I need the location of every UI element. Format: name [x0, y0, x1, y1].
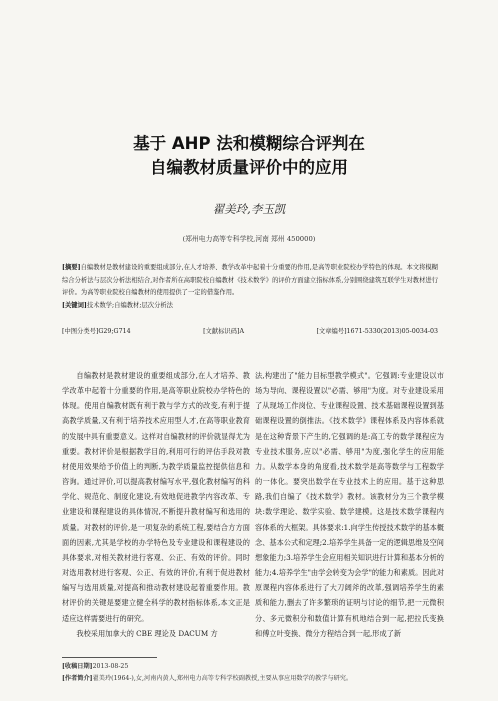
- body-paragraph: 自编教材是教材建设的重要组成部分,在人才培养、教学改革中起着十分重要的作用,是高等职业院校办学特色的体现。使用自编教材既有利于教与学方式的改变,有利于提高教学质量,又有利于培养技术应用型人才,在高等职业教育的发展中具有重要意义。这样对自编教材的评价就显得尤为重要。教材评价是根据教学目的,利用可行的评估手段对教材使用效果给予价值上的判断,为教学质量监控提供信息和咨询。通过评价,可以提高教材编写水平,强化教材编写的科学化、规范化、制度化建设,有效地促进教学内容改革、专业建设和课程建设的具体情况,不断提升教材编写和选用的质量。对教材的评价,是一项复杂的系统工程,要结合方方面面的因素,尤其是学校的办学特色及专业建设和课程建设的具体要求,对相关教材进行客观、公正、有效的评价。同时对选用教材进行客观、公正、有效的评价,有利于促进教材编写与选用质量,对提高和推动教材建设起着重要作用。教材评价的关键是要建立健全科学的教材指标体系,本文正是适应这样需要进行的研究。: [62, 371, 250, 623]
- author-bio: [62, 673, 447, 685]
- body-right-column: [255, 368, 444, 641]
- clc-number: [中图分类号]G29;G714: [62, 328, 131, 335]
- abstract: [62, 262, 438, 312]
- authors: 翟美玲,李玉凯: [212, 202, 286, 216]
- body-paragraph: 我校采用加拿大的 CBE 理论及 DACUM 方: [76, 628, 218, 638]
- received-value: 2013-08-25: [92, 663, 129, 670]
- footnotes: [62, 661, 447, 685]
- keywords-text: 技术数学;自编教材;层次分析法: [86, 301, 173, 309]
- received-label: [收稿日期]: [62, 663, 93, 670]
- document-code: [文献标识码]A: [203, 328, 245, 335]
- article-number: [文章编号]1671-5330(2013)05-0034-03: [316, 328, 438, 335]
- received-date: [62, 661, 447, 673]
- classification-row: [62, 326, 438, 338]
- paper-title: [0, 132, 498, 180]
- abstract-label: [摘要]: [62, 264, 81, 271]
- author-bio-label: [作者简介]: [62, 675, 93, 682]
- body-left-column: [62, 368, 250, 641]
- abstract-text: 自编教材是教材建设的重要组成部分,在人才培养、教学改革中起着十分重要的作用,是高等职业院校办学特色的体现。本文将模糊综合分析法与层次分析法相结合,对作者所在高职院校自编教材《技术数学》的评价方面建立指标体系,分别围绕建筑互联学生对教材进行评价。为高等职业院校自编教材的使用提供了一定的借鉴作用。: [62, 264, 438, 296]
- paper-title-line2: 自编教材质量评价中的应用: [150, 158, 348, 177]
- affiliation: (郑州电力高等专科学校,河南 郑州 450000): [182, 235, 316, 243]
- keywords-label: [关键词]: [62, 301, 87, 309]
- body-paragraph: 法,构建出了"能力目标型教学模式"。它强调:专业建设以市场为导向、课程设置以"必需、够用"为度。对专业建设采用了从现场工作岗位、专业课程设置、技术基础课程设置到基础课程设置的倒推法。《技术数学》课程体系及内容体系就是在这种背景下产生的,它强调的是:高工专的数学课程应为专业技术服务,应以"必需、够用"为度,强化学生的应用能力。从数学本身的角度看,技术数学是高等数学与工程数学的一体化。要突出数学在专业技术上的应用。基于这种思路,我们自编了《技术数学》教材。该教材分为三个教学模块:数学理论、数学实验、数学建模。这是技术数学课程内容体系的大框架。具体要求:1.向学生传授技术数学的基本概念、基本公式和定理;2.培养学生具备一定的逻辑思维及空间想象能力;3.培养学生会应用相关知识进行计算和基本分析的能力;4.培养学生"由学会转变为会学"的能力和素质。因此对原课程内容体系进行了大刀阔斧的改革,强调培养学生的素质和能力,删去了许多繁琐的证明与讨论的细节,把一元微积分、多元微积分和数值计算有机地结合到一起,把拉氏变换和傅立叶变换、微分方程结合到一起,形成了新: [255, 371, 444, 638]
- author-bio-text: 翟美玲(1964-),女,河南内黄人,郑州电力高等专科学校副教授,主要从事应用数学的教学与研究。: [92, 675, 353, 682]
- paper-title-line1: 基于 AHP 法和模糊综合评判在: [133, 134, 365, 153]
- footnote-divider: [62, 657, 157, 658]
